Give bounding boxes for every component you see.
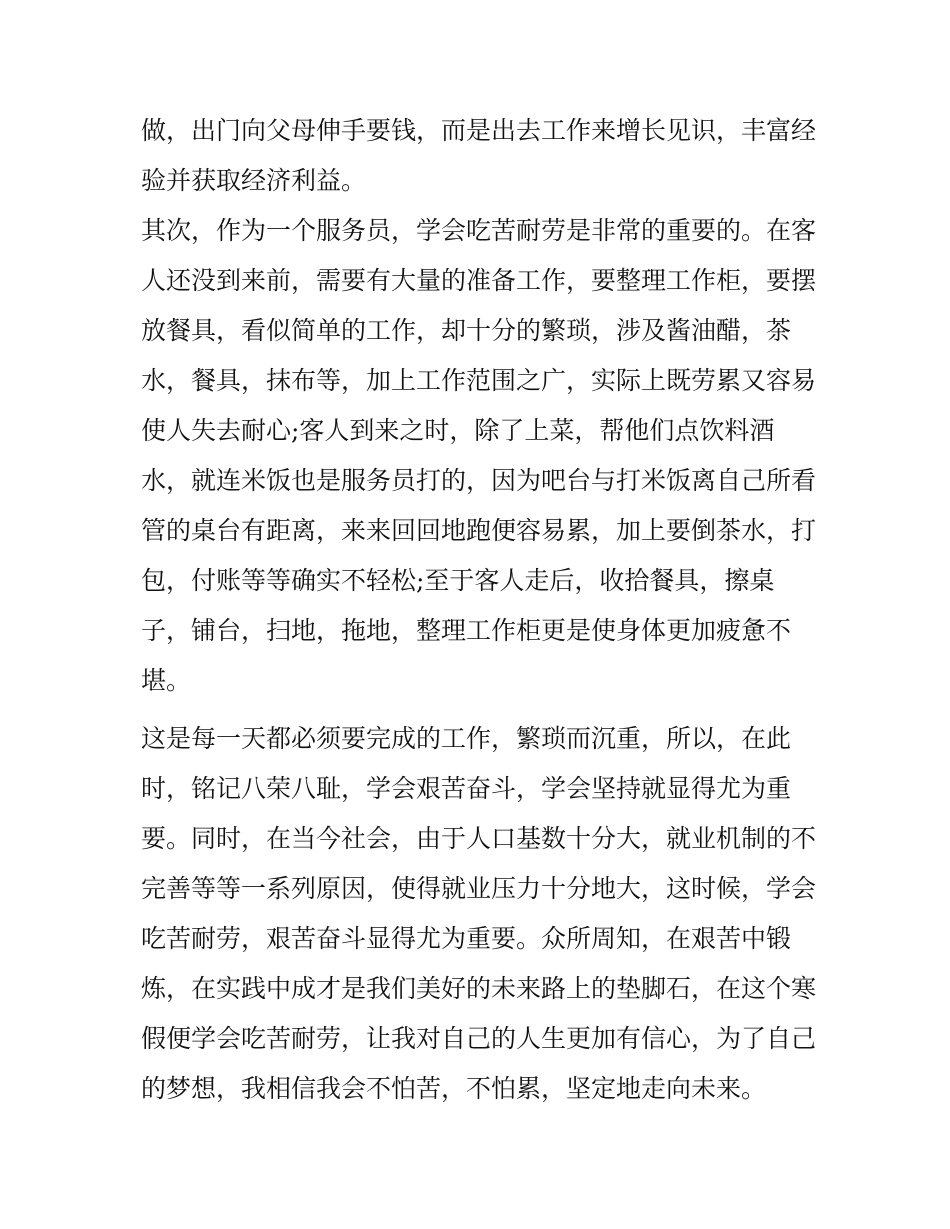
text-line: 时，铭记八荣八耻，学会艰苦奋斗，学会坚持就显得尤为重 xyxy=(141,774,792,803)
text-line: 的梦想，我相信我会不怕苦，不怕累，坚定地走向未来。 xyxy=(141,1074,767,1103)
text-line: 放餐具，看似简单的工作，却十分的繁琐，涉及酱油醋，茶 xyxy=(141,316,792,345)
text-line: 做，出门向父母伸手要钱，而是出去工作来增长见识，丰富经 xyxy=(141,116,817,145)
text-line: 使人失去耐心;客人到来之时，除了上菜，帮他们点饮料酒 xyxy=(141,416,775,445)
text-line: 水，就连米饭也是服务员打的，因为吧台与打米饭离自己所看 xyxy=(141,466,817,495)
text-line: 完善等等一系列原因，使得就业压力十分地大，这时候，学会 xyxy=(141,874,817,903)
text-line: 包，付账等等确实不轻松;至于客人走后，收拾餐具，擦桌 xyxy=(141,566,775,595)
text-line: 这是每一天都必须要完成的工作，繁琐而沉重，所以，在此 xyxy=(141,724,792,753)
text-line: 炼，在实践中成才是我们美好的未来路上的垫脚石，在这个寒 xyxy=(141,974,817,1003)
text-line: 管的桌台有距离，来来回回地跑便容易累，加上要倒茶水，打 xyxy=(141,516,817,545)
text-line: 验并获取经济利益。 xyxy=(141,166,367,195)
text-line: 要。同时，在当今社会，由于人口基数十分大，就业机制的不 xyxy=(141,824,817,853)
text-line: 水，餐具，抹布等，加上工作范围之广，实际上既劳累又容易 xyxy=(141,366,817,395)
text-line: 吃苦耐劳，艰苦奋斗显得尤为重要。众所周知，在艰苦中锻 xyxy=(141,924,792,953)
text-line: 人还没到来前，需要有大量的准备工作，要整理工作柜，要摆 xyxy=(141,266,817,295)
text-line: 假便学会吃苦耐劳，让我对自己的人生更加有信心，为了自己 xyxy=(141,1024,817,1053)
text-line: 堪。 xyxy=(141,666,192,695)
text-line: 其次，作为一个服务员，学会吃苦耐劳是非常的重要的。在客 xyxy=(141,216,817,245)
text-line: 子，铺台，扫地，拖地，整理工作柜更是使身体更加疲惫不 xyxy=(141,616,792,645)
